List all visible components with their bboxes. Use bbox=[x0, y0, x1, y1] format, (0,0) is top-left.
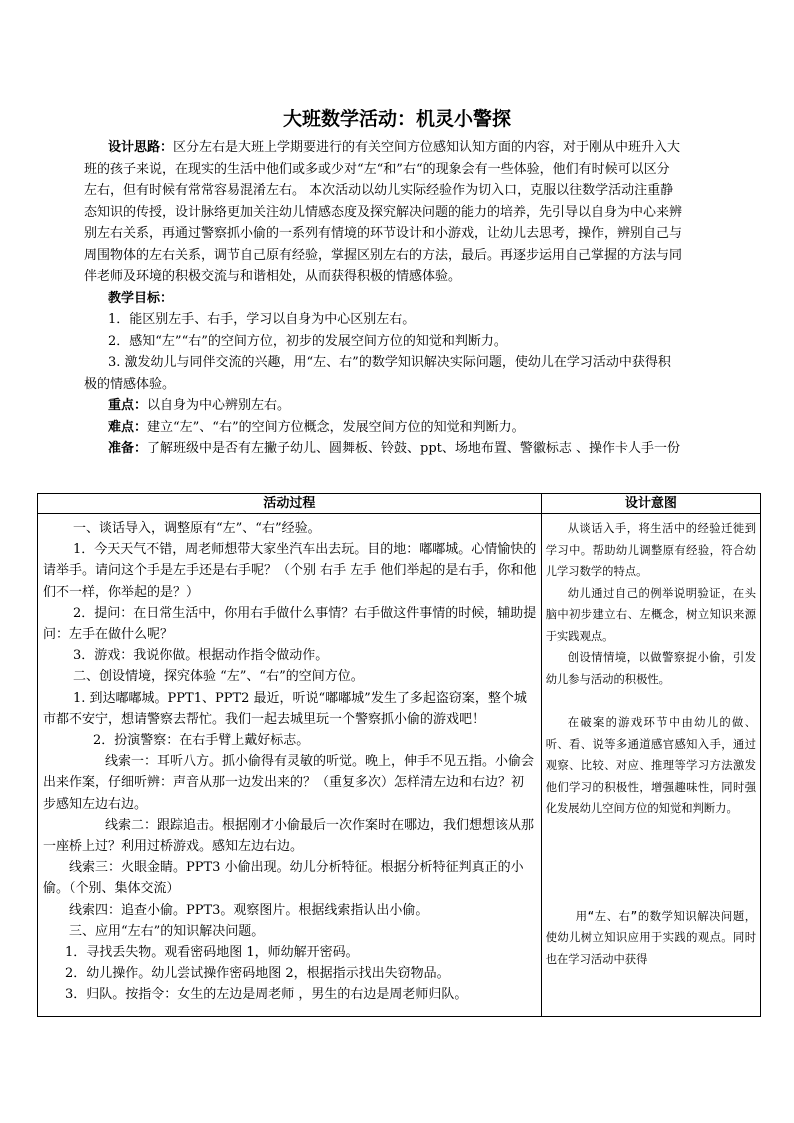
difficulty-text: 建立“左”、“右”的空间方位概念，发展空间方位的知觉和判断力。 bbox=[147, 419, 525, 435]
process-line: 线索二：跟踪追击。根据刚才小偷最后一次作案时在哪边，我们想想该从那一座桥上过？利用过桥游戏。感知左边右边。 bbox=[43, 817, 535, 855]
table-header-row bbox=[38, 494, 761, 514]
key-text: 以自身为中心辨别左右。 bbox=[147, 398, 291, 413]
intent-paragraph: 在破案的游戏环节中由幼儿的做、听、看、说等多通道感官感知入手，通过观察、比较、对应、推理等学习方法激发他们学习的积极性，增强趣味性，同时强化发展幼儿空间方位的知觉和判断力。 bbox=[545, 716, 756, 815]
intent-cell bbox=[541, 514, 760, 1017]
process-cell bbox=[38, 514, 542, 1017]
process-line: 2．幼儿操作。幼儿尝试操作密码地图 2，根据指示找出失窃物品。 bbox=[65, 966, 450, 982]
process-line: 1. 到达嘟嘟城。PPT1、PPT2 最近，听说“嘟嘟城”发生了多起盗窃案，整个城市都不安宁，想请警察去帮忙。我们一起去城里玩一个警察抓小偷的游戏吧！ bbox=[43, 690, 527, 727]
process-line: 线索四：追查小偷。PPT3。观察图片。根据线索指认出小偷。 bbox=[69, 902, 429, 918]
prep-label: 准备： bbox=[108, 441, 148, 456]
process-line: 2．提问：在日常生活中，你用右手做什么事情？右手做这件事情的时候，辅助提问：左手在做什么呢？ bbox=[43, 605, 537, 643]
intent-paragraph: 用“左、右”的数学知识解决问题，使幼儿树立知识应用于实践的观点。同时也在学习活动中获得 bbox=[545, 909, 756, 966]
design-text: 区分左右是大班上学期要进行的有关空间方位感知认知方面的内容，对于刚从中班升入大班的孩子来说，在现实的生活中他们或多或少对“左“和”右“的现象会有一些体验，他们有时候可以区分左右，但有时候有常常容易混淆左右。 本次活动以幼儿实际经验作为切入口，克服以往数学活动注重静态知识的传授，设计脉络更加关注幼儿情感态度及探究解决问题的能力的培养，先引导以自身为中心来辨别左右关系，再通过警察抓小偷的一系列有情境的环节设计和小游戏，让幼儿去思考，操作，辨别自己与周围物体的左右关系，调节自己原有经验，掌握区别左右的方法，最后。再逐步运用自己掌握的方法与同伴老师及环境的积极交流与和谐相处，从而获得积极的情感体验。 bbox=[84, 140, 683, 284]
process-line: 线索一：耳听八方。抓小偷得有灵敏的听觉。晚上，伸手不见五指。小偷会出来作案，仔细听辨：声音从那一边发出来的？（重复多次）怎样清左边和右边？初步感知左边右边。 bbox=[43, 754, 535, 812]
intent-paragraph: 创设情情境，以做警察捉小偷，引发幼儿参与活动的积极性。 bbox=[545, 651, 756, 686]
process-line: 2．扮演警察：在右手臂上戴好标志。 bbox=[93, 733, 310, 749]
preparation bbox=[84, 438, 682, 460]
process-line: 3．归队。按指令：女生的左边是周老师 ，男生的右边是周老师归队。 bbox=[65, 987, 468, 1003]
process-line: 二、创设情境，探究体验 “左”、“右”的空间方位。 bbox=[73, 669, 364, 685]
process-line: 线索三：火眼金睛。PPT3 小偷出现。幼儿分析特征。根据分析特征判真正的小偷。（个别、集体交流） bbox=[43, 860, 524, 897]
activity-table bbox=[37, 493, 761, 1017]
key-label: 重点： bbox=[108, 398, 148, 413]
goal-item: 3. 激发幼儿与同伴交流的兴趣，用“左、右”的数学知识解决实际问题，使幼儿在学习活动中获得积极的情感体验。 bbox=[84, 355, 671, 392]
design-label: 设计思路： bbox=[108, 140, 174, 155]
prep-text: 了解班级中是否有左撇子幼儿、圆舞板、铃鼓、ppt、场地布置、警徽标志 、操作卡人手一份 bbox=[147, 441, 681, 456]
difficulty-point bbox=[84, 417, 682, 439]
intent-paragraph: 幼儿通过自己的例举说明验证，在头脑中初步建立右、左概念，树立知识来源于实践观点。 bbox=[545, 586, 756, 643]
goal-item: 1．能区别左手、右手，学习以自身为中心区别左右。 bbox=[108, 312, 416, 327]
header-process: 活动过程 bbox=[38, 494, 542, 514]
process-line: 3．游戏：我说你做。根据动作指令做动作。 bbox=[73, 648, 329, 664]
design-paragraph bbox=[84, 137, 682, 288]
table-body-row bbox=[38, 514, 761, 1017]
header-intent: 设计意图 bbox=[541, 494, 760, 514]
document-title: 大班数学活动：机灵小警探 bbox=[282, 108, 511, 130]
goals-label: 教学目标： bbox=[108, 290, 174, 306]
process-line: 三、应用“左右”的知识解决问题。 bbox=[69, 923, 265, 939]
process-line: 1．寻找丢失物。观看密码地图 1，师幼解开密码。 bbox=[65, 945, 359, 961]
intent-paragraph: 从谈话入手，将生活中的经验迁徙到学习中。帮助幼儿调整原有经验，符合幼儿学习数学的特点。 bbox=[545, 522, 756, 578]
key-point bbox=[84, 395, 682, 417]
goal-item: 2．感知“左”“右”的空间方位，初步的发展空间方位的知觉和判断力。 bbox=[108, 333, 507, 349]
process-line: 一、谈话导入，调整原有“左”、“右”经验。 bbox=[73, 521, 321, 536]
difficulty-label: 难点： bbox=[108, 419, 148, 435]
intro-section bbox=[84, 137, 682, 460]
process-line: 1．今天天气不错，周老师想带大家坐汽车出去玩。目的地：嘟嘟城。心情愉快的请举手。请问这个手是左手还是右手呢？（个别 右手 左手 他们举起的是右手，你和他们不一样，你举起的是？） bbox=[43, 542, 537, 600]
goals-heading bbox=[84, 288, 682, 310]
